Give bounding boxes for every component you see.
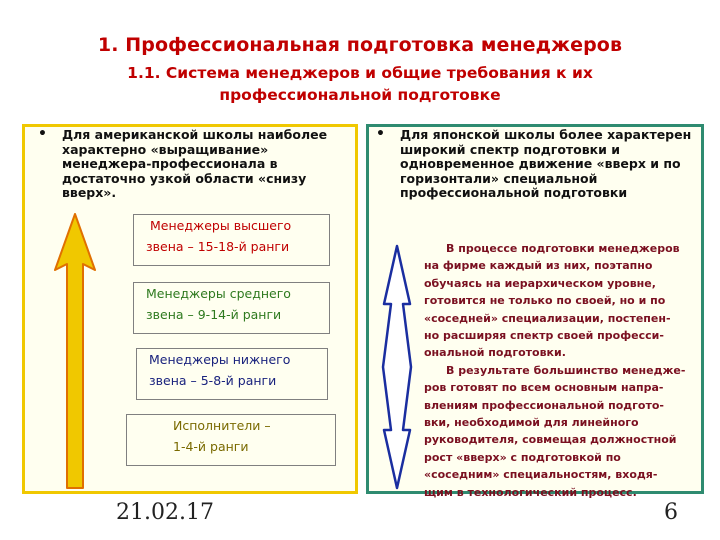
- page-number: 6: [664, 500, 678, 525]
- para2-line: рост «вверх» с подготовкой по: [424, 450, 621, 464]
- para2-line: «соседним» специальностям, входя-: [424, 468, 658, 482]
- para1-line: ональной подготовки.: [424, 346, 566, 360]
- right-panel-paragraph: [424, 240, 700, 501]
- rank-box-senior: [133, 214, 330, 266]
- right-bullet: •: [376, 126, 385, 142]
- para1-line: готовится не только по своей, но и по: [424, 294, 666, 308]
- rank-lower-line1: Менеджеры нижнего: [149, 352, 291, 367]
- para2-line: вки, необходимой для линейного: [424, 416, 639, 430]
- upward-arrow-icon: [52, 212, 98, 490]
- left-panel-text: Для американской школы наиболее характерно «выращивание» менеджера-профессионала в достаточно узкой области «снизу вверх».: [62, 127, 328, 201]
- para1-line: «соседней» специализации, постепен-: [424, 311, 671, 325]
- para2-line: влениям профессиональной подгото-: [424, 398, 664, 412]
- para1-line: В процессе подготовки менеджеров: [446, 242, 680, 255]
- right-panel-text: Для японской школы более характерен широкий спектр подготовки и одновременное движение «вверх и по горизонтали» специальной профессиональной подготовки: [400, 127, 692, 201]
- para1-line: на фирме каждый из них, поэтапно: [424, 259, 653, 273]
- rank-box-middle: [133, 282, 330, 334]
- rank-box-executors: [126, 414, 336, 466]
- slide-title: 1. Профессиональная подготовка менеджеров: [97, 34, 623, 56]
- footer-date: 21.02.17: [116, 500, 214, 525]
- rank-executors-line1: Исполнители –: [173, 418, 271, 433]
- rank-lower-line2: звена – 5-8-й ранги: [149, 373, 277, 388]
- para2-line: В результате большинство менедже-: [446, 363, 686, 377]
- para1-line: но расширяя спектр своей професси-: [424, 329, 664, 343]
- double-arrow-icon: [380, 244, 414, 490]
- para2-line: руководителя, совмещая должностной: [424, 433, 677, 447]
- para1-line: обучаясь на иерархическом уровне,: [424, 276, 656, 290]
- slide-subtitle: 1.1. Система менеджеров и общие требования к их профессиональной подготовке: [127, 64, 593, 104]
- para2-line: ров готовят по всем основным напра-: [424, 381, 664, 395]
- rank-senior-line1: Менеджеры высшего: [150, 218, 292, 233]
- rank-middle-line2: звена – 9-14-й ранги: [146, 307, 282, 322]
- para2-line: щим в технологический процесс.: [424, 485, 637, 499]
- left-bullet: •: [38, 126, 47, 142]
- rank-middle-line1: Менеджеры среднего: [146, 286, 291, 301]
- rank-executors-line2: 1-4-й ранги: [173, 439, 249, 454]
- rank-box-lower: [136, 348, 328, 400]
- rank-senior-line2: звена – 15-18-й ранги: [146, 239, 290, 254]
